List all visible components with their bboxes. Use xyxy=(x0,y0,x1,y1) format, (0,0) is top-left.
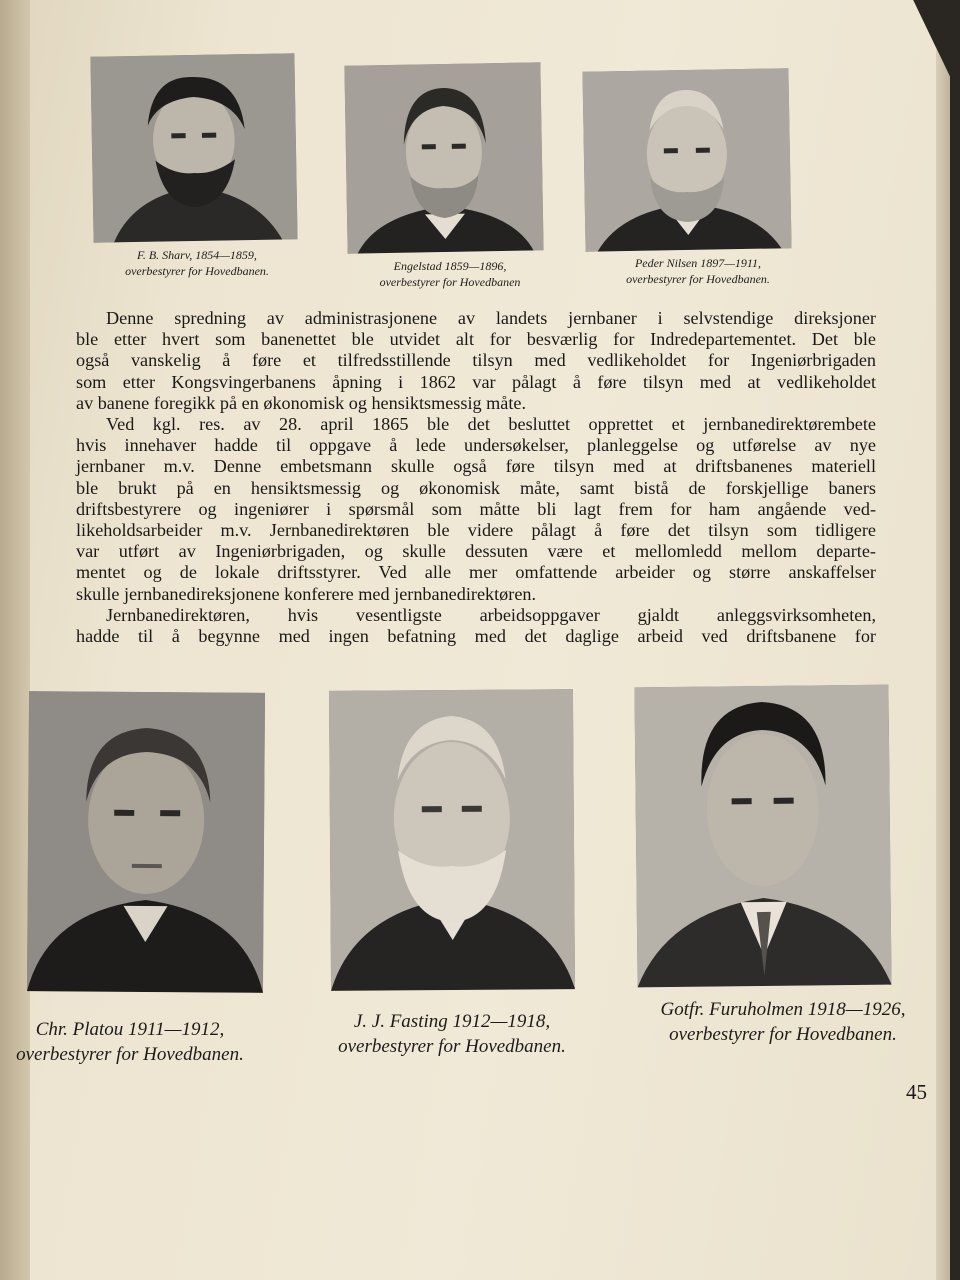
body-line-16: hadde til å begynne med ingen befatning med det daglige arbeid ved driftsbanene for xyxy=(76,626,876,647)
portrait-photo-2 xyxy=(344,62,543,253)
portrait-role: overbestyrer for Hovedbanen. xyxy=(16,1043,244,1065)
portrait-role: overbestyrer for Hovedbanen. xyxy=(125,263,269,278)
body-line-1: Denne spredning av administrasjonene av landets jernbaner i selvstendige direksjoner xyxy=(106,308,876,328)
portrait-role: overbestyrer for Hovedbanen xyxy=(379,274,521,289)
caption-portrait-5 xyxy=(332,1010,572,1059)
portrait-name: Chr. Platou 1911—1912, xyxy=(35,1019,225,1040)
page-edge-shadow xyxy=(936,0,950,1280)
body-line-9: ble brukt på en hensiktsmessig og økonomisk måte, samt bistå de forskjellige baners xyxy=(76,477,876,498)
portrait-role: overbestyrer for Hovedbanen. xyxy=(338,1035,566,1057)
portrait-role: overbestyrer for Hovedbanen. xyxy=(626,271,770,286)
body-line-4: som etter Kongsvingerbanens åpning i 1862 var pålagt å føre tilsyn med at vedlikeholdet xyxy=(76,371,876,392)
body-line-14: skulle jernbanedireksjonene konferere med jernbanedirektøren. xyxy=(76,583,537,604)
caption-portrait-2 xyxy=(355,259,545,290)
portrait-photo-4 xyxy=(27,691,265,993)
body-line-3: også vanskelig å føre et tilfredsstillende tilsyn med vedlikeholdet for Ingeniørbrigaden xyxy=(76,350,876,371)
portrait-photo-3 xyxy=(582,68,791,252)
body-line-12: var utført av Ingeniørbrigaden, og skulle dessuten være et mellomledd mellom departe- xyxy=(76,541,876,562)
body-text xyxy=(76,308,876,647)
body-line-2: ble etter hvert som banenettet ble utvidet alt for besværlig for Indredepartementet. Det ble xyxy=(76,329,876,350)
portrait-name: F. B. Sharv, 1854—1859, xyxy=(137,248,257,262)
caption-portrait-1 xyxy=(92,248,302,279)
portrait-name: Gotfr. Furuholmen 1918—1926, xyxy=(660,999,906,1020)
body-line-6: Ved kgl. res. av 28. april 1865 ble det besluttet opprettet et jernbanedirektørembete xyxy=(106,414,876,435)
body-line-7: hvis innehaver hadde til oppgave å lede undersøkelser, planleggelse og utførelse av nye xyxy=(76,435,876,456)
portrait-name: Peder Nilsen 1897—1911, xyxy=(634,256,762,270)
body-line-15: Jernbanedirektøren, hvis vesentligste arbeidsoppgaver gjaldt anleggsvirksomheten, xyxy=(106,604,876,625)
body-line-11: likeholdsarbeider m.v. Jernbanedirektøren ble videre pålagt å føre det tilsyn som tidligere xyxy=(76,520,876,541)
portrait-name: Engelstad 1859—1896, xyxy=(393,259,507,273)
body-line-13: mentet og de lokale driftsstyrer. Ved alle mer omfattende arbeider og større anskaffelser xyxy=(76,562,876,583)
portrait-photo-1 xyxy=(90,53,297,243)
portrait-photo-6 xyxy=(634,685,891,988)
body-line-5: av banene foregikk på en økonomisk og hensiktsmessig måte. xyxy=(76,392,527,413)
portrait-name: J. J. Fasting 1912—1918, xyxy=(353,1011,551,1032)
body-line-10: driftsbestyrere og ingeniører i spørsmål som måtte bli lagt frem for ham angående ved- xyxy=(76,498,876,519)
portrait-role: overbestyrer for Hovedbanen. xyxy=(669,1023,897,1045)
caption-portrait-4 xyxy=(10,1018,250,1067)
portrait-photo-5 xyxy=(329,689,575,991)
page-number: 45 xyxy=(906,1080,927,1104)
caption-portrait-6 xyxy=(648,998,918,1047)
caption-portrait-3 xyxy=(600,256,796,287)
body-line-8: jernbaner m.v. Denne embetsmann skulle også føre tilsyn med at driftsbanenes materiell xyxy=(76,456,876,477)
